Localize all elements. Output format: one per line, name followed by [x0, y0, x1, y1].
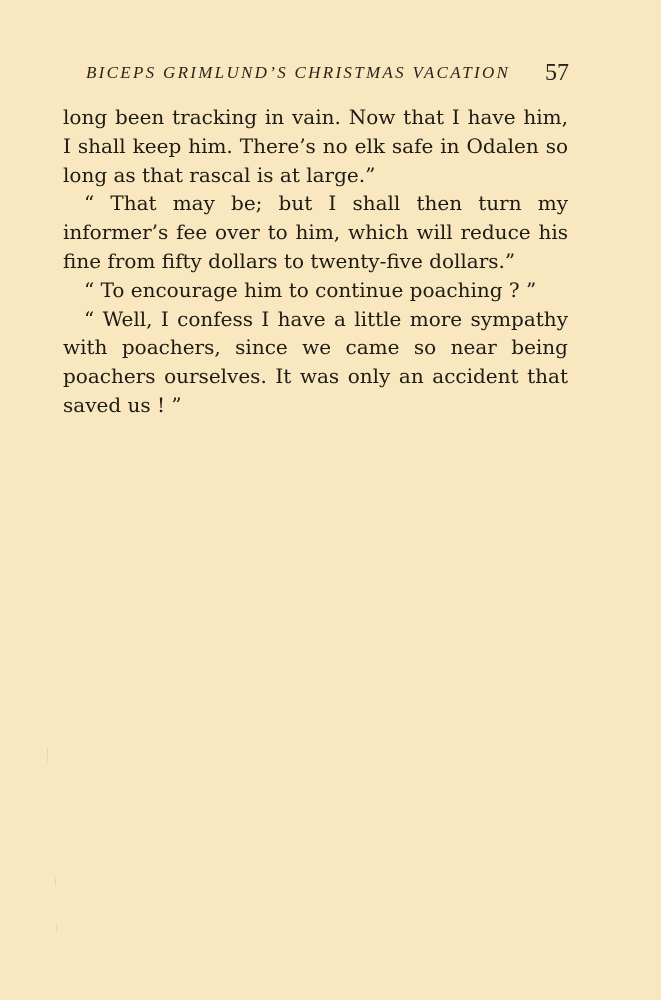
running-title: BICEPS GRIMLUND’S CHRISTMAS VACATION: [86, 63, 511, 82]
paper-speck: [56, 925, 57, 931]
paragraph-3: “ To encourage him to continue poaching ? ”: [84, 277, 537, 302]
paragraph-1: long been tracking in vain. Now that I have him, I shall keep him. There’s no elk safe in Odalen so long as that rascal is at large.”: [63, 105, 568, 187]
body-text: [63, 103, 568, 420]
paragraph-2: “ That may be; but I shall then turn my informer’s fee over to him, which will reduce his fine from fifty dollars to twenty-five dollars.”: [63, 191, 568, 273]
page-number: 57: [545, 60, 569, 86]
running-head: [64, 62, 569, 86]
paragraph-4: “ Well, I confess I have a little more sympathy with poachers, since we came so near being poachers ourselves. It was only an accident that saved us ! ”: [63, 306, 568, 417]
paper-speck: [55, 878, 56, 886]
paper-speck: [47, 747, 48, 762]
